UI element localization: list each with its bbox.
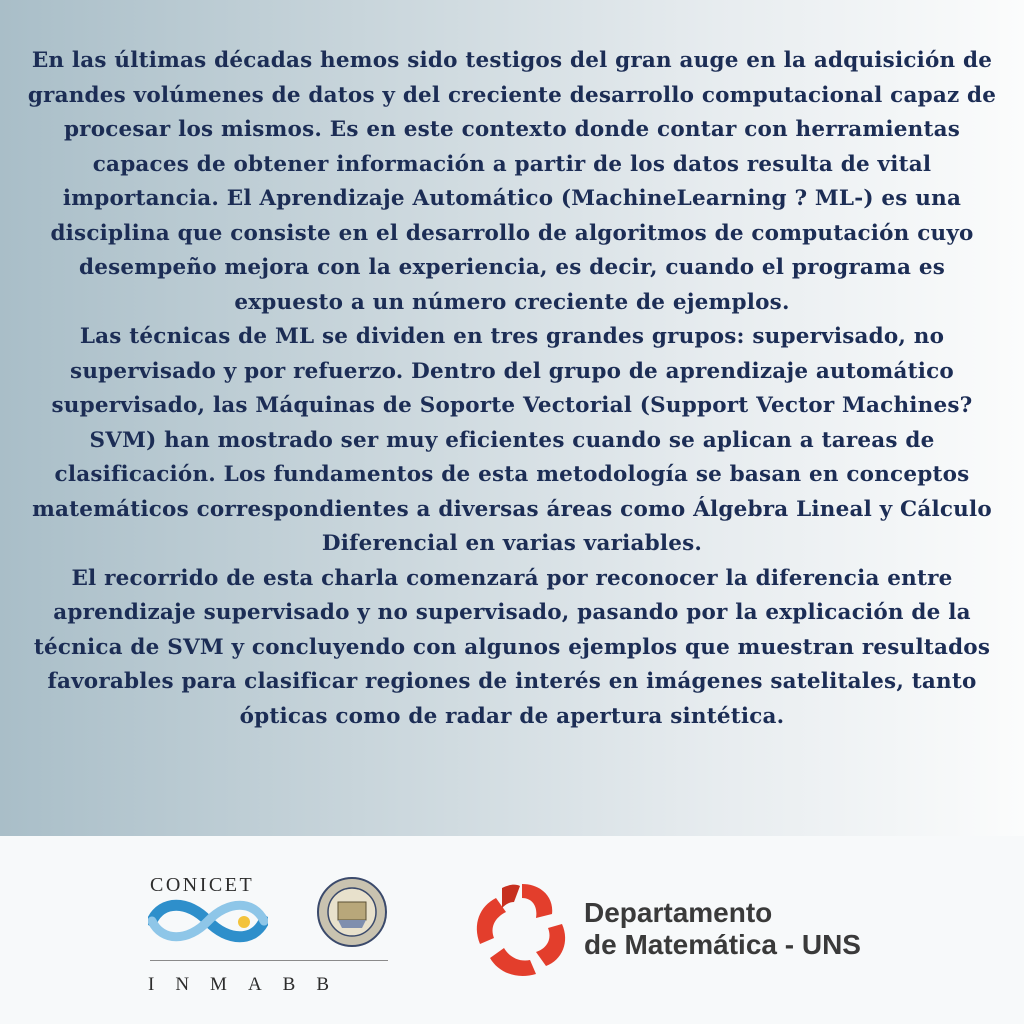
department-name xyxy=(584,897,861,961)
conicet-name: CONICET xyxy=(150,874,255,896)
inmabb-name: INMABB xyxy=(148,974,351,995)
paragraph-2: Las técnicas de ML se dividen en tres grandes grupos: supervisado, no supervisado y por refuerzo. Dentro del grupo de aprendizaje automático supervisado, las Máquinas de Soporte Vectorial (Support Vector Machines? SVM) han mostrado ser muy eficientes cuando se aplican a tareas de clasificación. Los fundamentos de esta metodología se basan en conceptos matemáticos correspondientes a diversas áreas como Álgebra Lineal y Cálculo Diferencial en varias variables. xyxy=(32,324,992,556)
department-line-2: de Matemática - UNS xyxy=(584,929,861,960)
department-mark-icon xyxy=(470,878,574,982)
university-seal-icon xyxy=(316,876,388,948)
conicet-infinity-icon xyxy=(148,896,268,946)
abstract-text xyxy=(22,44,1002,734)
department-line-1: Departamento xyxy=(584,897,773,928)
conicet-divider xyxy=(150,960,388,961)
paragraph-1: En las últimas décadas hemos sido testigos del gran auge en la adquisición de grandes volúmenes de datos y del creciente desarrollo computacional capaz de procesar los mismos. Es en este contexto donde contar con herramientas capaces de obtener información a partir de los datos resulta de vital importancia. El Aprendizaje Automático (MachineLearning ? ML-) es una disciplina que consiste en el desarrollo de algoritmos de computación cuyo desempeño mejora con la experiencia, es decir, cuando el programa es expuesto a un número creciente de ejemplos. xyxy=(27,48,997,315)
paragraph-3: El recorrido de esta charla comenzará por reconocer la diferencia entre aprendizaje supervisado y no supervisado, pasando por la explicación de la técnica de SVM y concluyendo con algunos ejemplos que muestran resultados favorables para clasificar regiones de interés en imágenes satelitales, tanto ópticas como de radar de apertura sintética. xyxy=(33,565,991,729)
